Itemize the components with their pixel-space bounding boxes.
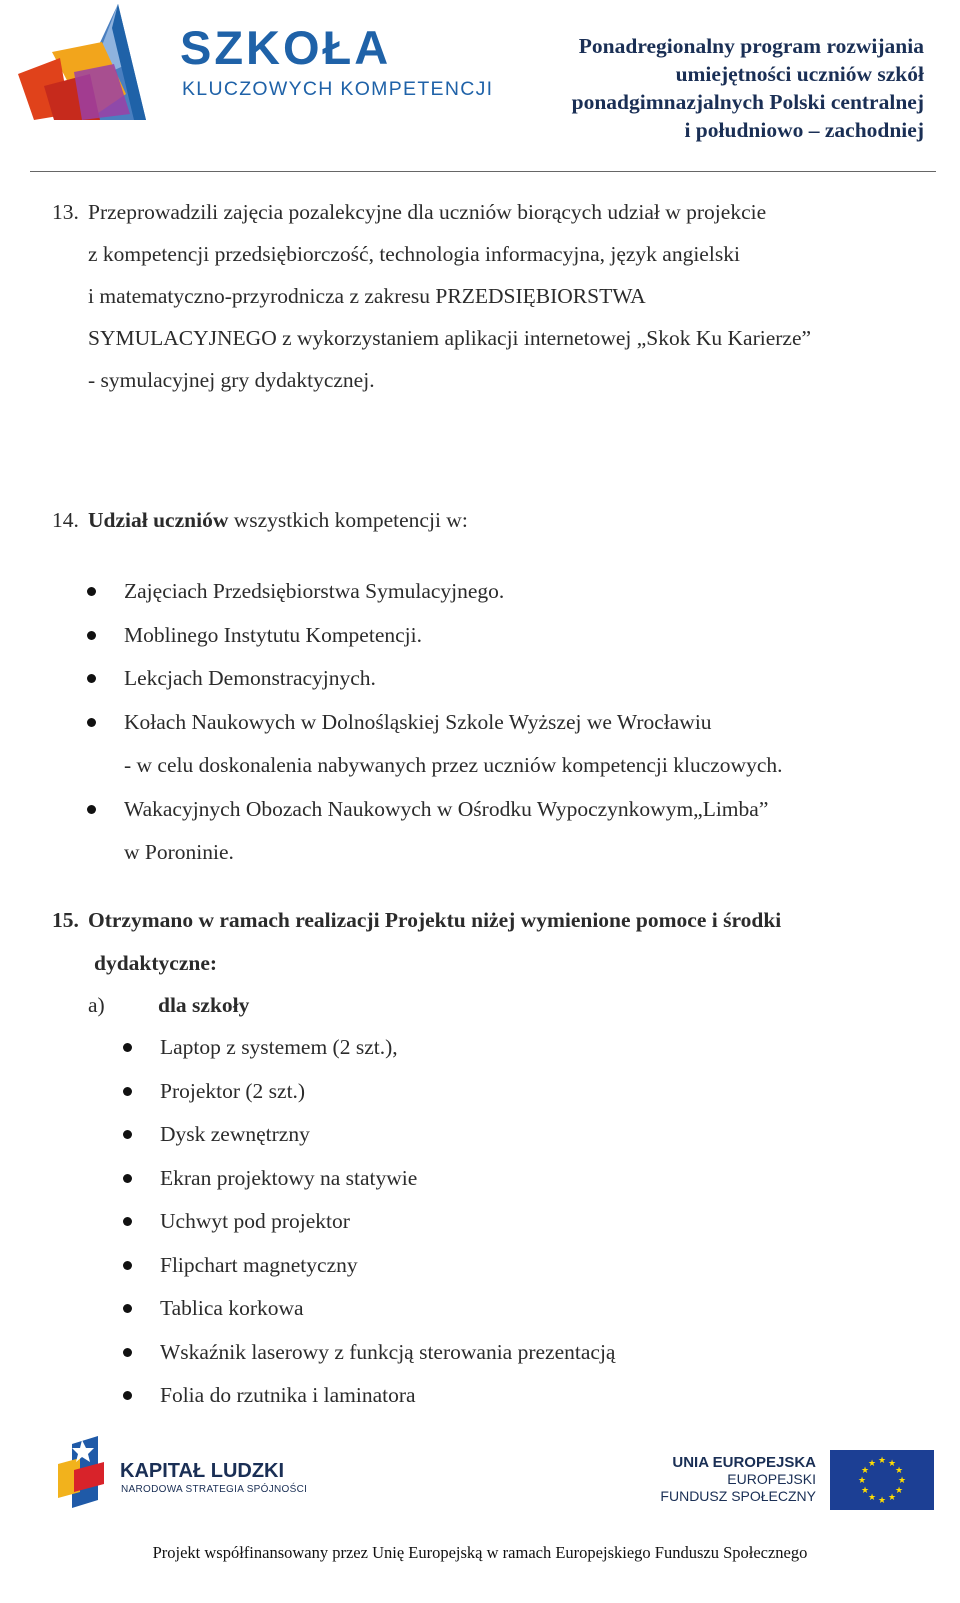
list-item: Projektor (2 szt.) <box>160 1070 615 1114</box>
list-item-continuation: w Poroninie. <box>124 840 234 864</box>
section-15-heading-line: Otrzymano w ramach realizacji Projektu niżej wymienione pomoce i środki <box>88 908 782 932</box>
section-14-heading-rest: wszystkich kompetencji w: <box>228 508 468 532</box>
list-item: Dysk zewnętrzny <box>160 1113 615 1157</box>
kapital-ludzki-logo <box>58 1434 308 1514</box>
list-item: Folia do rzutnika i laminatora <box>160 1374 615 1418</box>
header-divider <box>30 171 936 172</box>
svg-text:★: ★ <box>887 1493 897 1503</box>
section-14-heading-bold: Udział uczniów <box>88 508 229 532</box>
section-13-line: i matematyczno-przyrodnicza z zakresu PRZEDSIĘBIORSTWA <box>88 284 646 308</box>
program-title-line: umiejętności uczniów szkół <box>675 62 924 86</box>
svg-text:★: ★ <box>897 1476 907 1486</box>
kapital-ludzki-title: KAPITAŁ LUDZKI <box>120 1460 285 1482</box>
eu-logo <box>660 1448 934 1514</box>
logo-subtitle: KLUCZOWYCH KOMPETENCJI <box>182 78 494 100</box>
eu-text <box>660 1454 816 1505</box>
szkola-logo-mark-icon <box>14 2 174 132</box>
section-14-list <box>124 570 783 875</box>
svg-text:★: ★ <box>894 1466 904 1476</box>
program-title <box>484 32 924 144</box>
section-13-number: 13. <box>52 200 79 224</box>
section-13-line: z kompetencji przedsiębiorczość, technologia informacyjna, język angielski <box>88 242 740 266</box>
section-14-heading <box>88 499 908 541</box>
section-15-number: 15. <box>52 908 79 932</box>
section-13-text <box>88 191 908 401</box>
eu-line: UNIA EUROPEJSKA <box>672 1454 816 1471</box>
section-13-line: SYMULACYJNEGO z wykorzystaniem aplikacji internetowej „Skok Ku Karierze” <box>88 326 812 350</box>
svg-text:★: ★ <box>867 1459 877 1469</box>
list-item: Tablica korkowa <box>160 1287 615 1331</box>
eu-line: FUNDUSZ SPOŁECZNY <box>660 1488 816 1504</box>
list-item: Flipchart magnetyczny <box>160 1244 615 1288</box>
svg-text:★: ★ <box>860 1486 870 1496</box>
program-title-line: Ponadregionalny program rozwijania <box>578 34 924 58</box>
list-item: Uchwyt pod projektor <box>160 1200 615 1244</box>
section-13-line: Przeprowadzili zajęcia pozalekcyjne dla uczniów biorących udział w projekcie <box>88 200 767 224</box>
program-title-line: ponadgimnazjalnych Polski centralnej <box>571 90 924 114</box>
list-item: Wskaźnik laserowy z funkcją sterowania prezentacją <box>160 1331 615 1375</box>
section-13-line: - symulacyjnej gry dydaktycznej. <box>88 368 375 392</box>
svg-text:★: ★ <box>877 1456 887 1466</box>
svg-text:★: ★ <box>857 1476 867 1486</box>
eu-line: EUROPEJSKI <box>727 1471 816 1487</box>
svg-text:★: ★ <box>877 1496 887 1506</box>
list-item: Moblinego Instytutu Kompetencji. <box>124 614 783 658</box>
kapital-ludzki-mark-icon <box>58 1434 108 1514</box>
logo-title: SZKOŁA <box>180 21 392 74</box>
svg-text:★: ★ <box>860 1466 870 1476</box>
eu-flag-icon <box>830 1450 934 1510</box>
sub-a-marker: a) <box>88 993 105 1017</box>
kapital-ludzki-subtitle: NARODOWA STRATEGIA SPÓJNOŚCI <box>121 1484 308 1495</box>
section-15-list <box>160 1026 615 1418</box>
svg-text:★: ★ <box>894 1486 904 1496</box>
sub-a-label: dla szkoły <box>158 993 250 1017</box>
list-item-continuation: - w celu doskonalenia nabywanych przez uczniów kompetencji kluczowych. <box>124 753 783 777</box>
szkola-logo <box>14 2 494 132</box>
list-item: Zajęciach Przedsiębiorstwa Symulacyjnego. <box>124 570 783 614</box>
list-item: Laptop z systemem (2 szt.), <box>160 1026 615 1070</box>
list-item: Wakacyjnych Obozach Naukowych w Ośrodku Wypoczynkowym„Limba” w Poroninie. <box>124 788 783 875</box>
list-item: Kołach Naukowych w Dolnośląskiej Szkole Wyższej we Wrocławiu - w celu doskonalenia nabywanych przez uczniów kompetencji kluczowych. <box>124 701 783 788</box>
footer-note: Projekt współfinansowany przez Unię Europejską w ramach Europejskiego Funduszu Społecznego <box>152 1543 808 1562</box>
list-item: Lekcjach Demonstracyjnych. <box>124 657 783 701</box>
list-item: Ekran projektowy na statywie <box>160 1157 615 1201</box>
section-15-heading-line: dydaktyczne: <box>94 951 218 975</box>
program-title-line: i południowo – zachodniej <box>684 118 924 142</box>
svg-text:★: ★ <box>867 1493 877 1503</box>
section-14-number: 14. <box>52 508 79 532</box>
svg-text:★: ★ <box>887 1459 897 1469</box>
